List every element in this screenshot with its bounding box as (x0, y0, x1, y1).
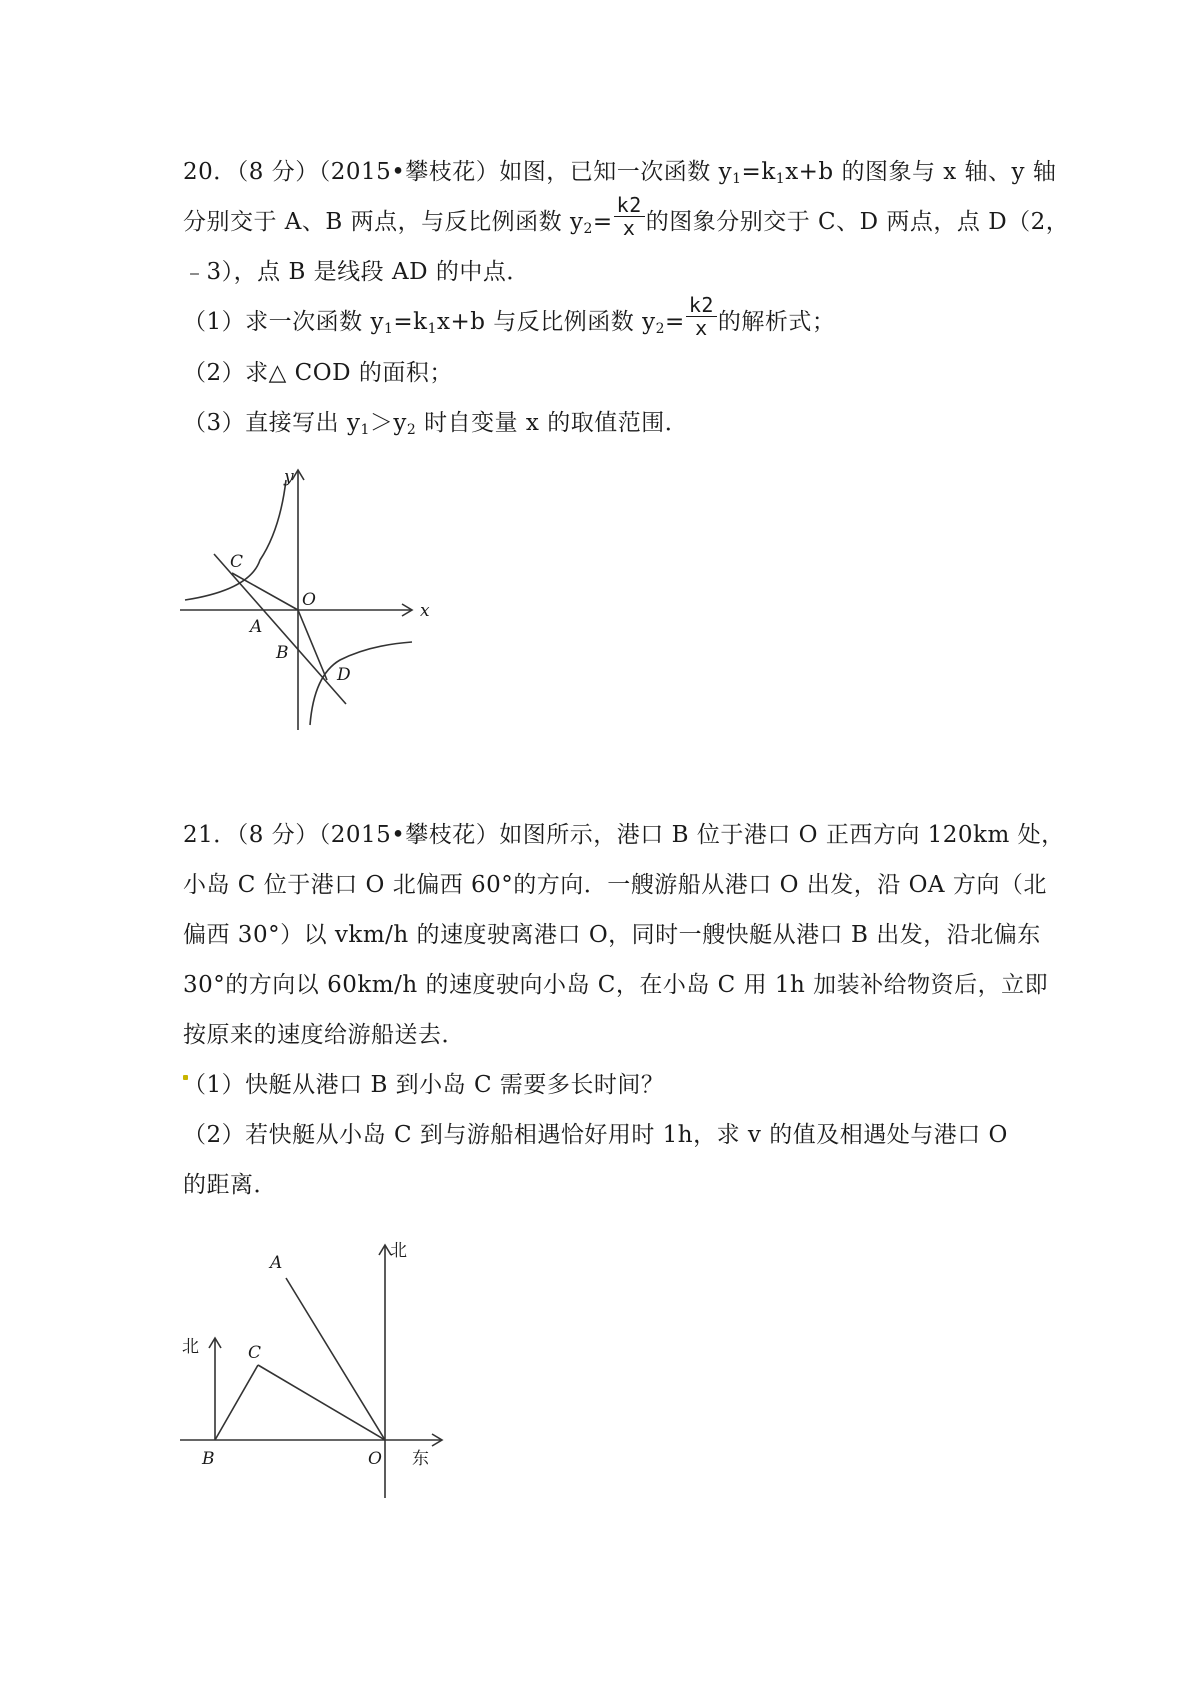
p21-line-2: 小岛 C 位于港口 O 北偏西 60°的方向．一艘游船从港口 O 出发，沿 OA 方向（北 (183, 872, 1047, 898)
label-O: O (302, 590, 316, 610)
label-A: A (270, 1253, 283, 1273)
fraction-k2-over-x-2: $\frac{k2}{x}$ (686, 294, 717, 339)
label-B: B (202, 1449, 215, 1469)
p21-figure (180, 1240, 460, 1500)
label-C: C (230, 552, 244, 572)
label-east: 东 (412, 1449, 429, 1469)
label-north-O: 北 (390, 1241, 407, 1261)
segment-OD (298, 610, 327, 680)
p20-question-1: （1）求一次函数 $y_1=k_1x+b$ 与反比例函数 $y_2=$ $\frac{k2}{x}$ 的解析式； (183, 292, 836, 340)
label-y: y (284, 467, 294, 487)
p20-question-3: （3）直接写出 $y_1>y_2$ 时自变量 x 的取值范围． (183, 410, 689, 438)
line-AD (214, 554, 346, 704)
p21-question-1: （1）快艇从港口 B 到小岛 C 需要多长时间？ (183, 1072, 665, 1098)
label-O: O (368, 1449, 382, 1469)
p21-line-5: 按原来的速度给游船送去． (183, 1022, 465, 1048)
label-B: B (276, 643, 289, 663)
segment-OC (232, 573, 298, 610)
hyperbola-branch-left (185, 480, 286, 600)
p20-line-2: 分别交于 A、B 两点，与反比例函数 $y_2=$ $\frac{k2}{x}$ 的图象分别交于 C、D 两点，点 D（2， (183, 192, 1070, 240)
label-x: x (420, 601, 430, 621)
p21-line-1: 21．（8 分）（2015•攀枝花）如图所示，港口 B 位于港口 O 正西方向 120km 处， (183, 822, 1065, 848)
label-D: D (337, 665, 351, 685)
p21-question-2: （2）若快艇从小岛 C 到与游船相遇恰好用时 1h，求 v 的值及相遇处与港口 O (183, 1122, 1008, 1148)
label-A: A (250, 617, 263, 637)
fraction-k2-over-x: $\frac{k2}{x}$ (614, 194, 645, 239)
label-C: C (248, 1343, 262, 1363)
p21-line-3: 偏西 30°）以 vkm/h 的速度驶离港口 O，同时一艘快艇从港口 B 出发，沿北偏东 (183, 922, 1041, 948)
p20-line-3: ﹣3），点 B 是线段 AD 的中点． (183, 259, 530, 285)
segment-BC (215, 1365, 258, 1440)
hyperbola-branch-right (310, 642, 412, 725)
p21-question-2-cont: 的距离． (183, 1172, 277, 1198)
p20-question-2: （2）求△ COD 的面积； (183, 360, 453, 386)
segment-OA (286, 1278, 385, 1440)
p20-figure (180, 467, 440, 740)
segment-CO (258, 1365, 385, 1440)
label-north-B: 北 (182, 1337, 199, 1357)
p21-line-4: 30°的方向以 60km/h 的速度驶向小岛 C，在小岛 C 用 1h 加装补给物资后，立即 (183, 972, 1049, 998)
p20-line-1: 20．（8 分）（2015•攀枝花）如图，已知一次函数 $y_1=k_1x+b$ 的图象与 x 轴、y 轴 (183, 159, 1057, 187)
